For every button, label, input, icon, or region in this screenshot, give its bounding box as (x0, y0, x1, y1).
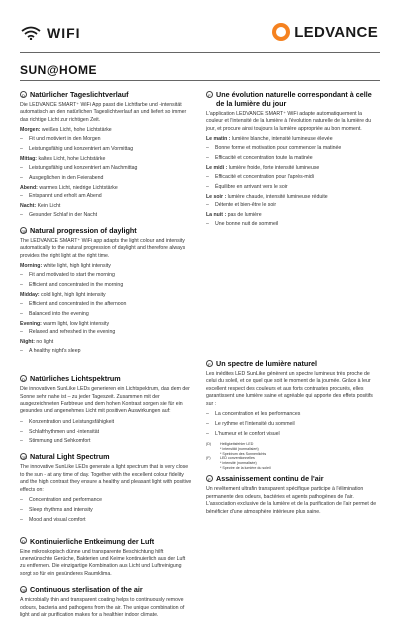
section-intro: The LEDVANCE SMART⁺ WiFi app adapts the light colour and intensity automatically to the natural progression of daylight and therefore always provides the right light at the right time. (20, 238, 186, 259)
section-heading (206, 474, 378, 483)
section-title: Natürliches Lichtspektrum (30, 374, 121, 384)
time-of-day: Nacht: Kein Licht (20, 203, 61, 210)
language-badge: F (206, 475, 213, 482)
left-column (20, 90, 192, 623)
list-item: – Relaxed and refreshed in the evening (20, 329, 192, 336)
section-intro: Die innovativen SunLike LEDs generieren ein Lichtspektrum, das dem der Sonne sehr nahe ist – zu jeder Tageszeit. Zusammen mit der ausgezeichneten Farbtreue und dem hohen Kontrast sorgen sie für ein gesundes und angenehmes Licht mit positiven Auswirkungen auf: (20, 386, 190, 415)
time-of-day: Le soir : lumière chaude, intensité lumineuse réduite (206, 193, 328, 200)
time-of-day: Evening: warm light, low light intensity (20, 320, 110, 327)
time-of-day: Morning: white light, high light intensity (20, 263, 111, 270)
time-of-day: Mittag: kaltes Licht, hohe Lichtstärke (20, 155, 106, 162)
list-item: – Leistungsfähig und konzentriert am Nachmittag (20, 165, 192, 172)
section-title: Natural Light Spectrum (30, 452, 110, 462)
list-item: – Sleep rhythms and intensity (20, 507, 192, 514)
ledvance-logo (272, 23, 378, 41)
series-divider (20, 80, 380, 81)
list-item: – Fit and motivated to start the morning (20, 272, 192, 279)
section-title: Une évolution naturelle correspondant à celle de la lumière du jour (216, 90, 372, 108)
wifi-label: WIFI (47, 25, 81, 41)
list-item: – Bonne forme et motivation pour commencer la matinée (206, 145, 378, 152)
language-badge: GB (21, 587, 27, 593)
time-of-day: Abend: warmes Licht, niedrige Lichtstärke (20, 184, 118, 191)
list-item: – Fit und motiviert in den Morgen (20, 136, 192, 143)
list-item: – Efficacité et concentration toute la matinée (206, 155, 378, 162)
section-intro: Un revêtement ultrafin transparent spécifique participe à l'élimination permanente des odeurs, bactéries et agents pathogènes de l'air. L'association exclusive de la lumière et de la purification de l'air permet de bénéficier d'une atmosphère intérieure plus saine. (206, 486, 377, 515)
language-badge: D (20, 91, 27, 98)
list-item: – Efficacité et concentration pour l'après-midi (206, 174, 378, 181)
list-item: – A healthy night's sleep (20, 348, 192, 355)
language-badge: D (20, 537, 27, 544)
section-title: Assainissement continu de l'air (216, 474, 324, 484)
time-of-day: Morgen: weißes Licht, hohe Lichtstärke (20, 127, 112, 134)
language-badge: F (206, 360, 213, 367)
language-badge: GB (21, 454, 27, 460)
list-item: – L'humeur et le confort visuel (206, 431, 378, 438)
spectrum-legend: (D) Helligkeitsfehler LED * intensität (normalisiert) * Spektrum des Sonnenlichts (F) LED conventionnelles * intensité (normalisée) * Spectre de la lumière du soleil (206, 442, 271, 470)
list-item: – Schlafrhythmen und -intensität (20, 429, 192, 436)
list-item: – Stimmung und Sehkomfort (20, 438, 192, 445)
section-heading (20, 374, 192, 383)
language-badge: D (20, 375, 27, 382)
list-item: – Ausgeglichen in den Feierabend (20, 175, 192, 182)
ledvance-logo-icon (272, 23, 290, 41)
section-heading (20, 452, 192, 461)
language-badge: GB (21, 228, 27, 234)
section-intro: A microbially thin and transparent coating helps to continuously remove odours, bacteria and pathogens from the air. The unique combination of light and air purification makes for a healthier indoor climate. (20, 597, 185, 619)
section-title: Natural progression of daylight (30, 226, 137, 236)
list-item: – Konzentration und Leistungsfähigkeit (20, 419, 192, 426)
time-of-day: Le matin : lumière blanche, intensité lumineuse élevée (206, 136, 333, 143)
wifi-badge (21, 25, 81, 41)
list-item: – Mood and visual comfort (20, 517, 192, 524)
list-item: – Balanced into the evening (20, 311, 192, 318)
language-badge: F (206, 91, 213, 98)
header-divider (20, 52, 380, 53)
section-intro: The innovative SunLike LEDs generate a light spectrum that is very close to the sun - at any time of day. Together with the excellent colour fidelity and the high contrast they ensure a healthy and pleasant light with positive effects on: (20, 464, 192, 493)
section-title: Un spectre de lumière naturel (216, 359, 318, 369)
time-of-day: Le midi : lumière froide, forte intensité lumineuse (206, 164, 320, 171)
series-logo: SUN@HOME (20, 63, 98, 77)
list-item: – Concentration and performance (20, 497, 192, 504)
section-title: Continuous sterlisation of the air (30, 585, 143, 595)
section-heading (206, 359, 378, 368)
section-title: Natürlicher Tageslichtverlauf (30, 90, 129, 99)
section-intro: L'application LEDVANCE SMART⁺ WiFi adapte automatiquement la couleur et l'intensité de la lumière à l'évolution naturelle de la lumière du jour, et procure ainsi toujours la lumière appropriée au bon moment. (206, 111, 372, 132)
list-item: – Gesunder Schlaf in der Nacht (20, 212, 192, 219)
section-intro: Die LEDVANCE SMART⁺ WiFi App passt die Lichtfarbe und -intensität automatisch an den natürlichen Tageslichtverlauf an und liefert so immer das richtige Licht zur richtigen Zeit. (20, 102, 187, 123)
list-item: – Leistungsfähig und konzentriert am Vormittag (20, 146, 192, 153)
list-item: – Le rythme et l'intensité du sommeil (206, 421, 378, 428)
section-heading (20, 585, 192, 594)
section-heading (206, 90, 378, 108)
section-heading (20, 537, 192, 546)
list-item: – Détente et bien-être le soir (206, 202, 378, 209)
list-item: – La concentration et les performances (206, 411, 378, 418)
section-intro: Eine mikroskopisch dünne und transparente Beschichtung hilft unerwünschte Gerüche, Bakterien und Keime kontinuierlich aus der Luft zu entfernen. Die einzigartige Kombination aus Licht und Luftreinigung sorgt so für ein gesünderes Raumklima. (20, 548, 186, 577)
time-of-day: Night: no light (20, 339, 54, 346)
time-of-day: Midday: cold light, high light intensity (20, 291, 106, 298)
section-title: Kontinuierliche Entkeimung der Luft (30, 536, 155, 546)
list-item: – Efficient and concentrated in the morning (20, 282, 192, 289)
time-of-day: La nuit : pas de lumière (206, 212, 262, 219)
list-item: – Une bonne nuit de sommeil (206, 221, 378, 228)
section-heading (20, 90, 192, 99)
header (0, 0, 400, 52)
section-intro: Les inédites LED SunLike génèrent un spectre lumineux très proche de celui du soleil, et ce quel que soit le moment de la journée. Grâce à leur excellent respect des couleurs et aux forts contrastes procurés, elles garantissent une lumière saine et agréable qui apporte des effets positifs sur : (206, 371, 373, 407)
section-heading (20, 226, 192, 235)
list-item: – Équilibre en arrivant vers le soir (206, 184, 378, 191)
list-item: – Entspannt und erholt am Abend (20, 193, 192, 200)
list-item: – Efficient and concentrated in the afternoon (20, 301, 192, 308)
wifi-icon (21, 26, 41, 40)
brand-name: LEDVANCE (294, 23, 378, 41)
right-column (206, 90, 378, 519)
